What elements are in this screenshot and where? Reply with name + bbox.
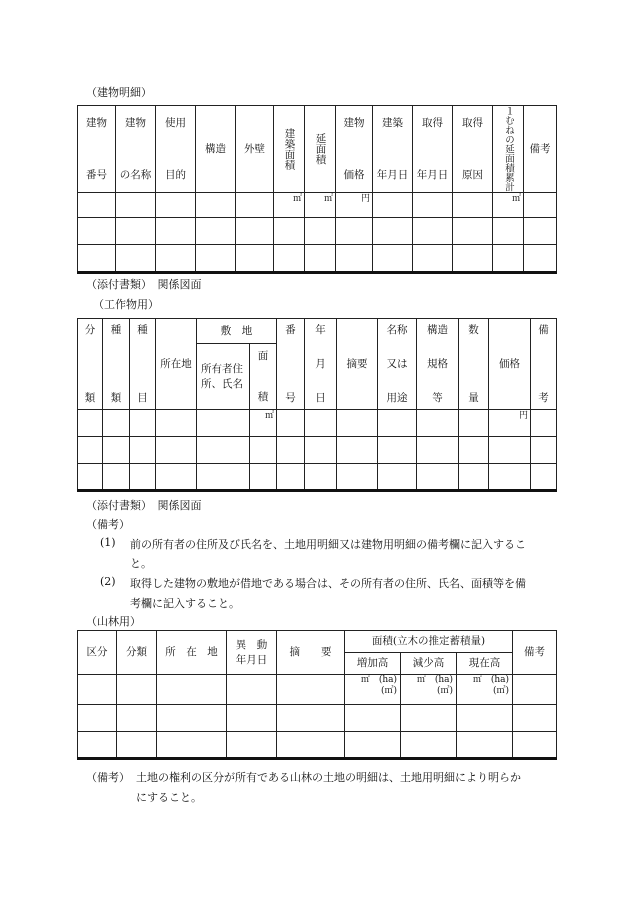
forest-row	[78, 705, 557, 732]
note-1-line-1: 前の所有者の住所及び氏名を、土地用明細又は建物用明細の備考欄に記入するこ	[130, 538, 526, 551]
struct-kind-top: 種	[110, 324, 122, 336]
forest-decrease-unit-2: (㎥)	[436, 686, 453, 697]
forest-increase-header: 増加高	[345, 653, 401, 675]
struct-site-header: 敷 地	[197, 319, 277, 344]
acq-cause-bottom: 原因	[462, 168, 483, 181]
struct-area-top: 面	[257, 349, 269, 362]
struct-summary-header: 摘要	[337, 319, 378, 410]
acq-date-bottom: 年月日	[416, 168, 449, 181]
struct-name-mid: 又は	[386, 357, 408, 370]
struct-name-top: 名称	[386, 324, 408, 336]
struct-class-bottom: 類	[84, 391, 96, 404]
built-date-bottom: 年月日	[376, 168, 409, 181]
acq-cause-top: 取得	[462, 116, 483, 129]
forest-summary-header: 摘 要	[277, 631, 345, 675]
structures-section-heading: （工作物用）	[93, 298, 159, 311]
forest-current-header: 現在高	[457, 653, 513, 675]
floor-area-header: 延面積	[314, 133, 327, 165]
struct-date-top: 年	[315, 324, 326, 336]
per-unit-floor-unit: ㎡	[493, 192, 524, 217]
struct-owner-header: 所有者住所、氏名	[197, 344, 250, 410]
building-remarks-header: 備考	[524, 106, 557, 193]
forest-increase-unit-2: (㎥)	[380, 686, 397, 697]
building-use-top: 使用	[165, 116, 186, 129]
forest-decrease-header: 減少高	[401, 653, 457, 675]
acq-date-top: 取得	[422, 116, 443, 129]
built-date-top: 建築	[382, 116, 403, 129]
forest-remarks-header: 備考	[513, 631, 557, 675]
struct-location-header: 所在地	[156, 319, 197, 410]
per-unit-floor-total-header: １むねの延面積累計	[502, 106, 514, 192]
forest-unit-row	[78, 675, 557, 705]
struct-no-bottom: 号	[285, 391, 296, 404]
building-no-top: 建物	[86, 116, 107, 129]
building-row	[78, 217, 557, 244]
struct-spec-mid: 規格	[427, 357, 448, 370]
struct-kind-bottom: 類	[110, 391, 122, 404]
struct-item-bottom: 目	[137, 391, 148, 404]
structures-attachment-note: （添付書類） 関係図面	[86, 499, 202, 512]
building-price-unit: 円	[336, 192, 373, 217]
struct-price-unit: 円	[489, 410, 531, 437]
forest-current-unit-2: (㎥)	[492, 686, 510, 697]
struct-date-bottom: 日	[315, 391, 326, 404]
forest-section-heading: （山林用）	[86, 615, 141, 628]
forest-division-header: 区分	[78, 631, 117, 675]
building-area-header: 建築面積	[283, 127, 296, 170]
forest-table	[77, 630, 557, 760]
forest-decrease-unit-1: ㎡ (ha)	[416, 675, 453, 685]
forest-change-bottom: 年月日	[235, 653, 268, 666]
building-price-top: 建物	[343, 116, 365, 129]
building-wall-header: 外壁	[236, 106, 274, 193]
forest-classification-header: 分類	[117, 631, 157, 675]
forest-note-line-1: 土地の権利の区分が所有である山林の土地の明細は、土地用明細により明らか	[136, 771, 521, 784]
forest-row	[78, 732, 557, 759]
struct-remarks-top: 備	[538, 324, 549, 336]
forest-change-top: 異 動	[235, 639, 268, 652]
structures-unit-row	[78, 410, 557, 437]
struct-price-header: 価格	[489, 319, 531, 410]
building-section-heading: （建物明細）	[86, 86, 152, 99]
building-price-bottom: 価格	[343, 168, 365, 181]
note-1-number: (1)	[100, 536, 116, 549]
struct-date-mid: 月	[315, 357, 326, 370]
building-area-unit: ㎡	[274, 192, 305, 217]
struct-qty-top: 数	[468, 324, 479, 336]
struct-name-bottom: 用途	[386, 391, 408, 404]
structures-table	[77, 318, 557, 492]
note-2-line-2: 考欄に記入すること。	[130, 597, 240, 610]
building-no-bottom: 番号	[86, 168, 107, 181]
note-2-number: (2)	[100, 575, 116, 588]
building-name-bottom: の名称	[119, 168, 152, 181]
struct-area-unit: ㎡	[250, 410, 277, 437]
struct-no-top: 番	[285, 324, 296, 336]
forest-note-label: （備考）	[86, 771, 130, 784]
forest-note-line-2: にすること。	[136, 791, 202, 804]
floor-area-unit: ㎡	[305, 192, 336, 217]
note-2-line-1: 取得した建物の敷地が借地である場合は、その所有者の住所、氏名、面積等を備	[130, 577, 526, 590]
forest-location-header: 所 在 地	[157, 631, 227, 675]
struct-remarks-bottom: 考	[538, 391, 549, 404]
structures-row	[78, 464, 557, 491]
building-use-bottom: 目的	[165, 168, 186, 181]
forest-increase-unit-1: ㎡ (ha)	[360, 675, 397, 685]
struct-area-bottom: 積	[257, 391, 269, 404]
structures-row	[78, 437, 557, 464]
struct-spec-bottom: 等	[432, 391, 443, 404]
building-table	[77, 105, 557, 274]
struct-class-top: 分	[84, 324, 96, 336]
struct-spec-top: 構造	[427, 324, 448, 336]
building-name-top: 建物	[125, 116, 146, 129]
note-1-line-2: と。	[130, 557, 152, 570]
building-header-row	[78, 106, 557, 193]
building-structure-header: 構造	[196, 106, 236, 193]
forest-area-group-header: 面積(立木の推定蓄積量)	[345, 631, 513, 653]
structures-notes-heading: （備考）	[86, 518, 130, 531]
building-attachment-note: （添付書類） 関係図面	[86, 278, 202, 291]
struct-item-top: 種	[137, 324, 148, 336]
forest-current-unit-1: ㎡ (ha)	[472, 675, 510, 685]
building-row	[78, 244, 557, 272]
struct-qty-bottom: 量	[468, 391, 479, 404]
building-unit-row	[78, 192, 557, 217]
